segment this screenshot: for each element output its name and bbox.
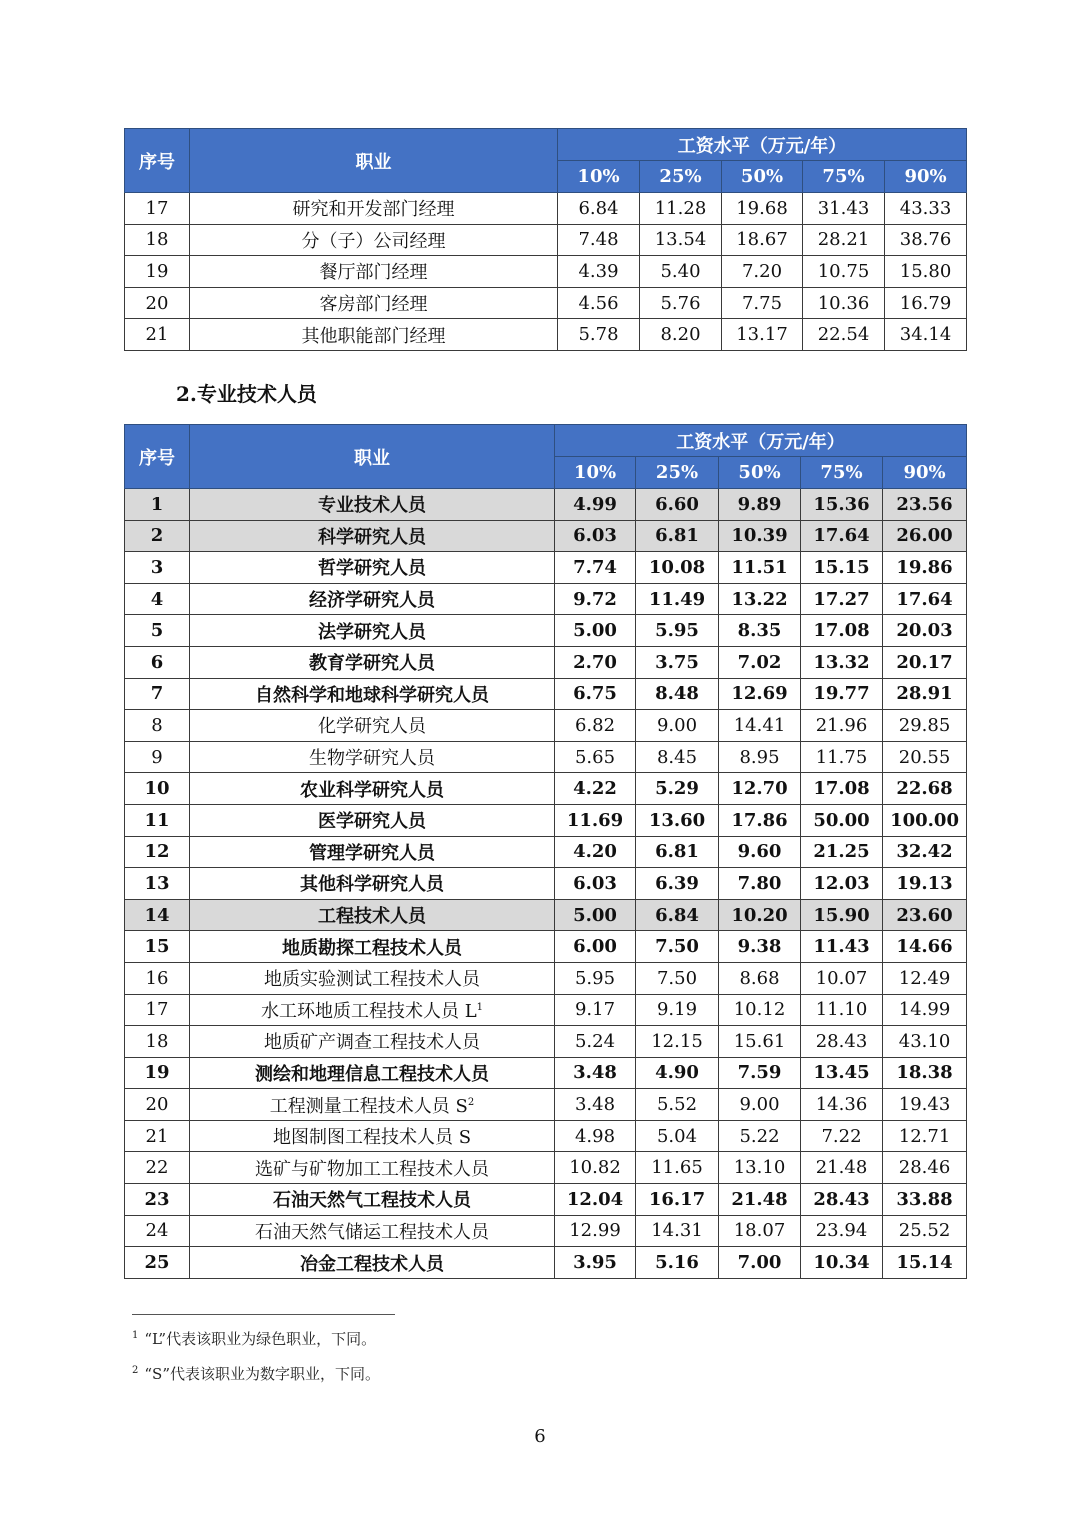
wage-p10: 5.00 — [555, 615, 636, 647]
wage-p75: 11.10 — [801, 994, 883, 1026]
table-row — [125, 1120, 967, 1152]
header-p75: 75% — [803, 161, 885, 193]
row-seq: 25 — [125, 1247, 190, 1279]
wage-p75: 17.64 — [801, 520, 883, 552]
row-seq: 12 — [125, 836, 190, 868]
wage-p10: 5.65 — [555, 741, 636, 773]
wage-p25: 4.90 — [636, 1057, 719, 1089]
row-job-name — [190, 1215, 555, 1247]
table-row — [125, 489, 967, 521]
wage-p50: 10.12 — [719, 994, 801, 1026]
row-job-name — [190, 1089, 555, 1121]
wage-p90: 16.79 — [885, 287, 967, 319]
wage-p75: 22.54 — [803, 319, 885, 351]
wage-p10: 4.39 — [558, 256, 640, 288]
wage-p10: 6.84 — [558, 193, 640, 225]
row-job-name — [190, 741, 555, 773]
wage-p10: 5.95 — [555, 962, 636, 994]
wage-p90: 28.46 — [883, 1152, 967, 1184]
wage-p25: 5.40 — [640, 256, 722, 288]
wage-p90: 26.00 — [883, 520, 967, 552]
row-seq: 7 — [125, 678, 190, 710]
row-job-name — [190, 868, 555, 900]
header-job: 职业 — [190, 129, 558, 193]
row-seq: 4 — [125, 583, 190, 615]
header-p25: 25% — [636, 457, 719, 489]
table-row — [125, 193, 967, 225]
wage-p75: 28.43 — [801, 1184, 883, 1216]
row-job-name — [190, 1057, 555, 1089]
wage-p90: 43.33 — [885, 193, 967, 225]
table-row — [125, 520, 967, 552]
job-name-text: 地质矿产调查工程技术人员 — [264, 1032, 480, 1054]
page-number: 6 — [534, 1426, 546, 1447]
footnote-text: “L”代表该职业为绿色职业，下同。 — [144, 1330, 377, 1348]
wage-p90: 14.66 — [883, 931, 967, 963]
wage-p90: 34.14 — [885, 319, 967, 351]
wage-p10: 3.48 — [555, 1057, 636, 1089]
wage-p90: 32.42 — [883, 836, 967, 868]
wage-p90: 19.43 — [883, 1089, 967, 1121]
wage-p25: 8.48 — [636, 678, 719, 710]
row-job-name — [190, 836, 555, 868]
wage-p10: 4.20 — [555, 836, 636, 868]
row-job-name — [190, 994, 555, 1026]
job-name-text: 经济学研究人员 — [309, 590, 435, 612]
wage-p90: 12.71 — [883, 1120, 967, 1152]
wage-p90: 38.76 — [885, 224, 967, 256]
wage-p90: 25.52 — [883, 1215, 967, 1247]
wage-p10: 7.74 — [555, 552, 636, 584]
row-job-name — [190, 773, 555, 805]
job-name-text: 工程测量工程技术人员 S — [269, 1095, 468, 1117]
job-name-text: 地质实验测试工程技术人员 — [264, 969, 480, 991]
wage-p25: 6.39 — [636, 868, 719, 900]
header-p50: 50% — [719, 457, 801, 489]
footnote-1 — [132, 1328, 376, 1349]
row-seq: 16 — [125, 962, 190, 994]
wage-p10: 9.17 — [555, 994, 636, 1026]
wage-p75: 28.21 — [803, 224, 885, 256]
wage-table-managers — [124, 128, 967, 351]
wage-p75: 15.90 — [801, 899, 883, 931]
wage-p25: 5.04 — [636, 1120, 719, 1152]
row-seq: 1 — [125, 489, 190, 521]
row-seq: 10 — [125, 773, 190, 805]
wage-p10: 4.22 — [555, 773, 636, 805]
header-seq: 序号 — [125, 129, 190, 193]
wage-p10: 5.78 — [558, 319, 640, 351]
wage-p90: 20.03 — [883, 615, 967, 647]
wage-p50: 7.80 — [719, 868, 801, 900]
job-name-text: 研究和开发部门经理 — [292, 199, 455, 221]
table-row — [125, 678, 967, 710]
job-name-text: 水工环地质工程技术人员 L — [260, 1000, 477, 1022]
wage-p10: 3.95 — [555, 1247, 636, 1279]
table-row — [125, 962, 967, 994]
wage-p10: 6.00 — [555, 931, 636, 963]
row-seq: 18 — [125, 1026, 190, 1058]
wage-p50: 13.10 — [719, 1152, 801, 1184]
wage-p10: 6.75 — [555, 678, 636, 710]
table-row — [125, 1026, 967, 1058]
wage-p90: 15.14 — [883, 1247, 967, 1279]
job-name-text: 法学研究人员 — [318, 621, 426, 643]
wage-p50: 18.07 — [719, 1215, 801, 1247]
wage-p10: 12.99 — [555, 1215, 636, 1247]
job-name-text: 其他科学研究人员 — [300, 874, 444, 896]
row-seq: 22 — [125, 1152, 190, 1184]
job-name-text: 农业科学研究人员 — [300, 779, 444, 801]
row-seq: 24 — [125, 1215, 190, 1247]
table-row — [125, 552, 967, 584]
row-job-name — [190, 256, 558, 288]
wage-p50: 9.38 — [719, 931, 801, 963]
table-row — [125, 1247, 967, 1279]
row-seq: 5 — [125, 615, 190, 647]
header-p90: 90% — [885, 161, 967, 193]
wage-p90: 20.17 — [883, 646, 967, 678]
header-job: 职业 — [190, 425, 555, 489]
row-job-name — [190, 899, 555, 931]
table-row — [125, 646, 967, 678]
wage-p10: 10.82 — [555, 1152, 636, 1184]
job-name-text: 客房部门经理 — [319, 294, 428, 316]
row-job-name — [190, 646, 555, 678]
row-job-name — [190, 520, 555, 552]
wage-p50: 14.41 — [719, 710, 801, 742]
row-seq: 14 — [125, 899, 190, 931]
wage-p10: 4.56 — [558, 287, 640, 319]
wage-p50: 15.61 — [719, 1026, 801, 1058]
wage-p25: 10.08 — [636, 552, 719, 584]
table-row — [125, 1057, 967, 1089]
wage-p90: 19.13 — [883, 868, 967, 900]
header-p25: 25% — [640, 161, 722, 193]
job-name-text: 分（子）公司经理 — [301, 230, 446, 252]
wage-p25: 8.20 — [640, 319, 722, 351]
wage-p25: 11.28 — [640, 193, 722, 225]
row-job-name — [190, 931, 555, 963]
header-wage-group: 工资水平（万元/年） — [555, 425, 967, 457]
job-name-text: 冶金工程技术人员 — [300, 1253, 444, 1275]
wage-p75: 13.32 — [801, 646, 883, 678]
wage-p75: 11.75 — [801, 741, 883, 773]
wage-p75: 17.08 — [801, 773, 883, 805]
wage-p50: 12.70 — [719, 773, 801, 805]
wage-p10: 6.03 — [555, 520, 636, 552]
row-seq: 23 — [125, 1184, 190, 1216]
job-name-text: 科学研究人员 — [318, 526, 426, 548]
wage-p10: 9.72 — [555, 583, 636, 615]
wage-p25: 11.65 — [636, 1152, 719, 1184]
row-job-name — [190, 489, 555, 521]
wage-p50: 7.20 — [722, 256, 803, 288]
wage-p25: 13.54 — [640, 224, 722, 256]
row-job-name — [190, 224, 558, 256]
row-seq: 15 — [125, 931, 190, 963]
wage-p75: 19.77 — [801, 678, 883, 710]
job-name-text: 哲学研究人员 — [318, 558, 426, 580]
wage-p75: 17.08 — [801, 615, 883, 647]
table-row — [125, 931, 967, 963]
wage-p10: 12.04 — [555, 1184, 636, 1216]
job-name-text: 测绘和地理信息工程技术人员 — [255, 1063, 489, 1085]
table-row — [125, 287, 967, 319]
job-name-text: 选矿与矿物加工工程技术人员 — [255, 1158, 489, 1180]
wage-p90: 100.00 — [883, 804, 967, 836]
wage-p25: 8.45 — [636, 741, 719, 773]
row-seq: 19 — [125, 256, 190, 288]
row-job-name — [190, 1184, 555, 1216]
wage-p10: 5.24 — [555, 1026, 636, 1058]
row-seq: 20 — [125, 287, 190, 319]
table-row — [125, 224, 967, 256]
wage-p90: 19.86 — [883, 552, 967, 584]
wage-p75: 7.22 — [801, 1120, 883, 1152]
wage-p50: 10.20 — [719, 899, 801, 931]
wage-p50: 13.22 — [719, 583, 801, 615]
header-p90: 90% — [883, 457, 967, 489]
table-row — [125, 899, 967, 931]
wage-p25: 6.81 — [636, 836, 719, 868]
job-name-text: 生物学研究人员 — [309, 748, 435, 770]
table-row — [125, 741, 967, 773]
table-row — [125, 256, 967, 288]
wage-p50: 13.17 — [722, 319, 803, 351]
row-job-name — [190, 287, 558, 319]
wage-p25: 11.49 — [636, 583, 719, 615]
wage-p90: 18.38 — [883, 1057, 967, 1089]
row-job-name — [190, 710, 555, 742]
header-wage-group: 工资水平（万元/年） — [558, 129, 967, 161]
footnote-text: “S”代表该职业为数字职业，下同。 — [144, 1365, 380, 1383]
row-job-name — [190, 583, 555, 615]
wage-p25: 7.50 — [636, 962, 719, 994]
wage-p25: 5.16 — [636, 1247, 719, 1279]
row-job-name — [190, 804, 555, 836]
table-row — [125, 804, 967, 836]
wage-p50: 19.68 — [722, 193, 803, 225]
wage-p25: 14.31 — [636, 1215, 719, 1247]
wage-p75: 15.15 — [801, 552, 883, 584]
wage-p90: 28.91 — [883, 678, 967, 710]
header-p75: 75% — [801, 457, 883, 489]
wage-p50: 21.48 — [719, 1184, 801, 1216]
footnote-divider — [132, 1314, 395, 1315]
wage-p25: 6.84 — [636, 899, 719, 931]
wage-p90: 23.60 — [883, 899, 967, 931]
row-job-name — [190, 1026, 555, 1058]
job-name-text: 石油天然气工程技术人员 — [273, 1190, 471, 1212]
wage-p25: 5.52 — [636, 1089, 719, 1121]
job-name-text: 地图制图工程技术人员 S — [272, 1127, 472, 1149]
table-row — [125, 994, 967, 1026]
table-row — [125, 1215, 967, 1247]
wage-p50: 5.22 — [719, 1120, 801, 1152]
wage-p25: 9.19 — [636, 994, 719, 1026]
wage-p75: 28.43 — [801, 1026, 883, 1058]
wage-p90: 22.68 — [883, 773, 967, 805]
wage-p50: 10.39 — [719, 520, 801, 552]
wage-p10: 11.69 — [555, 804, 636, 836]
row-seq: 3 — [125, 552, 190, 584]
wage-p75: 21.25 — [801, 836, 883, 868]
row-seq: 8 — [125, 710, 190, 742]
wage-p75: 14.36 — [801, 1089, 883, 1121]
job-name-text: 医学研究人员 — [318, 811, 426, 833]
wage-p10: 7.48 — [558, 224, 640, 256]
header-p10: 10% — [558, 161, 640, 193]
wage-p10: 6.03 — [555, 868, 636, 900]
wage-table-professionals — [124, 424, 967, 1279]
wage-p10: 5.00 — [555, 899, 636, 931]
wage-p25: 7.50 — [636, 931, 719, 963]
row-seq: 19 — [125, 1057, 190, 1089]
job-name-text: 管理学研究人员 — [309, 842, 435, 864]
wage-p90: 29.85 — [883, 710, 967, 742]
wage-p25: 3.75 — [636, 646, 719, 678]
wage-p75: 23.94 — [801, 1215, 883, 1247]
wage-p25: 12.15 — [636, 1026, 719, 1058]
wage-p10: 2.70 — [555, 646, 636, 678]
section-title: 2.专业技术人员 — [176, 382, 317, 406]
wage-p25: 6.81 — [636, 520, 719, 552]
wage-p50: 18.67 — [722, 224, 803, 256]
wage-p10: 6.82 — [555, 710, 636, 742]
wage-p50: 8.68 — [719, 962, 801, 994]
job-name-text: 化学研究人员 — [318, 716, 426, 738]
row-job-name — [190, 678, 555, 710]
wage-p75: 11.43 — [801, 931, 883, 963]
table-row — [125, 319, 967, 351]
header-seq: 序号 — [125, 425, 190, 489]
wage-p50: 7.00 — [719, 1247, 801, 1279]
wage-p10: 4.99 — [555, 489, 636, 521]
wage-p75: 17.27 — [801, 583, 883, 615]
wage-p90: 17.64 — [883, 583, 967, 615]
wage-p90: 12.49 — [883, 962, 967, 994]
row-seq: 6 — [125, 646, 190, 678]
row-job-name — [190, 962, 555, 994]
table-row — [125, 583, 967, 615]
footnote-number: 1 — [132, 1330, 139, 1341]
job-name-text: 石油天然气储运工程技术人员 — [255, 1221, 489, 1243]
wage-p75: 10.75 — [803, 256, 885, 288]
row-job-name — [190, 615, 555, 647]
wage-p50: 9.89 — [719, 489, 801, 521]
row-job-name — [190, 1120, 555, 1152]
wage-p75: 31.43 — [803, 193, 885, 225]
wage-p50: 7.75 — [722, 287, 803, 319]
table-row — [125, 615, 967, 647]
job-name-text: 自然科学和地球科学研究人员 — [255, 684, 489, 706]
footnote-ref: 1 — [476, 1001, 484, 1013]
header-p50: 50% — [722, 161, 803, 193]
header-p10: 10% — [555, 457, 636, 489]
wage-p75: 21.96 — [801, 710, 883, 742]
row-seq: 20 — [125, 1089, 190, 1121]
wage-p10: 4.98 — [555, 1120, 636, 1152]
wage-p90: 43.10 — [883, 1026, 967, 1058]
table-row — [125, 710, 967, 742]
wage-p75: 10.07 — [801, 962, 883, 994]
wage-p10: 3.48 — [555, 1089, 636, 1121]
wage-p50: 7.59 — [719, 1057, 801, 1089]
wage-p75: 10.34 — [801, 1247, 883, 1279]
row-job-name — [190, 552, 555, 584]
wage-p90: 14.99 — [883, 994, 967, 1026]
job-name-text: 其他职能部门经理 — [301, 325, 446, 347]
wage-p25: 16.17 — [636, 1184, 719, 1216]
job-name-text: 地质勘探工程技术人员 — [282, 937, 462, 959]
row-job-name — [190, 319, 558, 351]
row-job-name — [190, 1152, 555, 1184]
wage-p25: 6.60 — [636, 489, 719, 521]
wage-p75: 15.36 — [801, 489, 883, 521]
wage-p90: 23.56 — [883, 489, 967, 521]
footnote-2 — [132, 1363, 380, 1384]
table-row — [125, 868, 967, 900]
wage-p90: 33.88 — [883, 1184, 967, 1216]
wage-p75: 10.36 — [803, 287, 885, 319]
row-seq: 9 — [125, 741, 190, 773]
row-job-name — [190, 1247, 555, 1279]
table-row — [125, 836, 967, 868]
wage-p50: 8.95 — [719, 741, 801, 773]
table-row — [125, 1152, 967, 1184]
wage-p75: 21.48 — [801, 1152, 883, 1184]
job-name-text: 工程技术人员 — [318, 906, 426, 928]
row-seq: 17 — [125, 994, 190, 1026]
row-seq: 11 — [125, 804, 190, 836]
row-seq: 21 — [125, 1120, 190, 1152]
job-name-text: 教育学研究人员 — [309, 653, 435, 675]
wage-p50: 17.86 — [719, 804, 801, 836]
table-row — [125, 1089, 967, 1121]
footnote-number: 2 — [132, 1365, 139, 1376]
wage-p75: 50.00 — [801, 804, 883, 836]
row-seq: 21 — [125, 319, 190, 351]
wage-p50: 9.60 — [719, 836, 801, 868]
wage-p25: 5.76 — [640, 287, 722, 319]
wage-p75: 12.03 — [801, 868, 883, 900]
wage-p75: 13.45 — [801, 1057, 883, 1089]
wage-p50: 9.00 — [719, 1089, 801, 1121]
wage-p50: 12.69 — [719, 678, 801, 710]
wage-p25: 9.00 — [636, 710, 719, 742]
table-row — [125, 773, 967, 805]
wage-p50: 7.02 — [719, 646, 801, 678]
wage-p50: 8.35 — [719, 615, 801, 647]
row-seq: 18 — [125, 224, 190, 256]
wage-p25: 5.95 — [636, 615, 719, 647]
row-seq: 17 — [125, 193, 190, 225]
row-job-name — [190, 193, 558, 225]
wage-p50: 11.51 — [719, 552, 801, 584]
wage-p25: 13.60 — [636, 804, 719, 836]
wage-p90: 20.55 — [883, 741, 967, 773]
table-row — [125, 1184, 967, 1216]
footnote-ref: 2 — [467, 1096, 475, 1108]
row-seq: 13 — [125, 868, 190, 900]
job-name-text: 餐厅部门经理 — [319, 262, 428, 284]
wage-p25: 5.29 — [636, 773, 719, 805]
job-name-text: 专业技术人员 — [318, 495, 426, 517]
wage-p90: 15.80 — [885, 256, 967, 288]
row-seq: 2 — [125, 520, 190, 552]
